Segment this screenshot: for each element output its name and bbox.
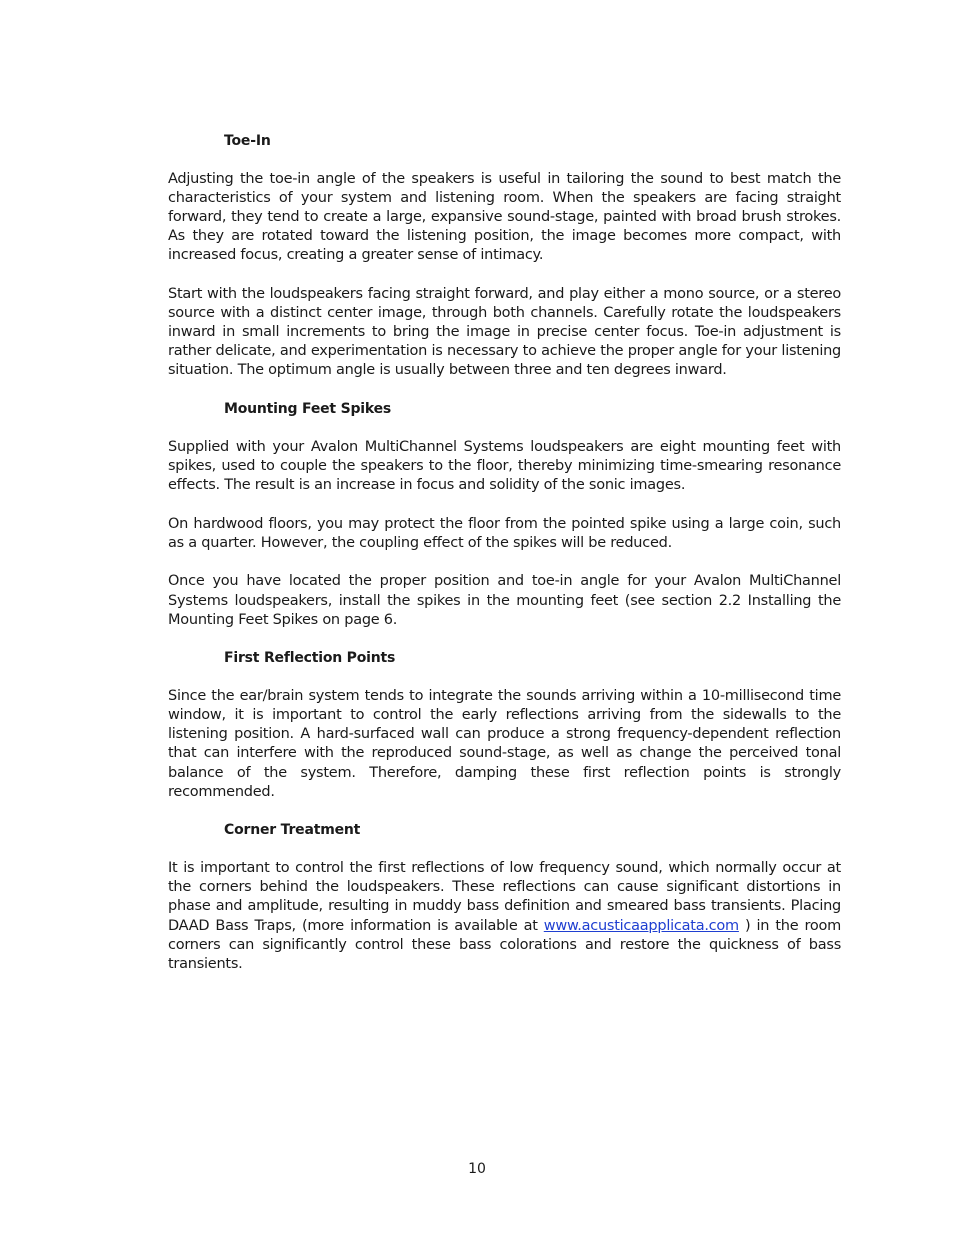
heading-mounting-feet-spikes: Mounting Feet Spikes [224, 400, 392, 417]
toe-in-paragraph-1: Adjusting the toe-in angle of the speakers is useful in tailoring the sound to best match the characteristics of your system and listening room. When the speakers are facing straight forward, they tend to create a large, expansive sound-stage, painted with broad brush strokes. As they are rotated toward the listening position, the image becomes more compact, with increased focus, creating a greater sense of intimacy. [168, 171, 841, 264]
page-number: 10 [468, 1161, 486, 1177]
spikes-paragraph-1: Supplied with your Avalon MultiChannel Systems loudspeakers are eight mounting feet with spikes, used to couple the speakers to the floor, thereby minimizing time-smearing resonance effects. The result is an increase in focus and solidity of the sonic images. [168, 438, 841, 494]
heading-first-reflection-points: First Reflection Points [224, 650, 396, 667]
reflection-paragraph-1: Since the ear/brain system tends to integrate the sounds arriving within a 10-millisecond time window, it is important to control the early reflections arriving from the sidewalls to the listening position. A hard-surfaced wall can produce a strong frequency-dependent reflection that can interfere with the reproduced sound-stage, as well as change the perceived tonal balance of the system. Therefore, damping these first reflection points is strongly recommended. [168, 688, 841, 800]
document-page [168, 132, 841, 993]
heading-toe-in: Toe-In [224, 133, 271, 149]
corner-text-before-link: It is important to control the first reflections of low frequency sound, which normally occur at the corners behind the loudspeakers. These reflections can cause significant distortions in phase and amplitude, resulting in muddy bass definition and smeared bass transients. Placing DAAD Bass Traps, (more information is available at [168, 860, 841, 934]
toe-in-paragraph-2: Start with the loudspeakers facing straight forward, and play either a mono source, or a stereo source with a distinct center image, through both channels. Carefully rotate the loudspeakers inward in small increments to bring the image in precise center focus. Toe-in adjustment is rather delicate, and experimentation is necessary to achieve the proper angle for your listening situation. The optimum angle is usually between three and ten degrees inward. [168, 285, 841, 379]
corner-text-after-link: ) in the room corners can significantly control these bass colorations and restore the quickness of bass transients. [168, 917, 841, 972]
corner-paragraph [168, 859, 841, 974]
spikes-paragraph-3: Once you have located the proper position and toe-in angle for your Avalon MultiChannel Systems loudspeakers, install the spikes in the mounting feet (see section 2.2 Installing the Mounting Feet Spikes on page 6. [168, 573, 841, 628]
acustica-link[interactable]: www.acusticaapplicata.com [543, 917, 739, 934]
spikes-paragraph-2: On hardwood floors, you may protect the floor from the pointed spike using a large coin, such as a quarter. However, the coupling effect of the spikes will be reduced. [168, 515, 841, 551]
heading-corner-treatment: Corner Treatment [224, 822, 361, 839]
